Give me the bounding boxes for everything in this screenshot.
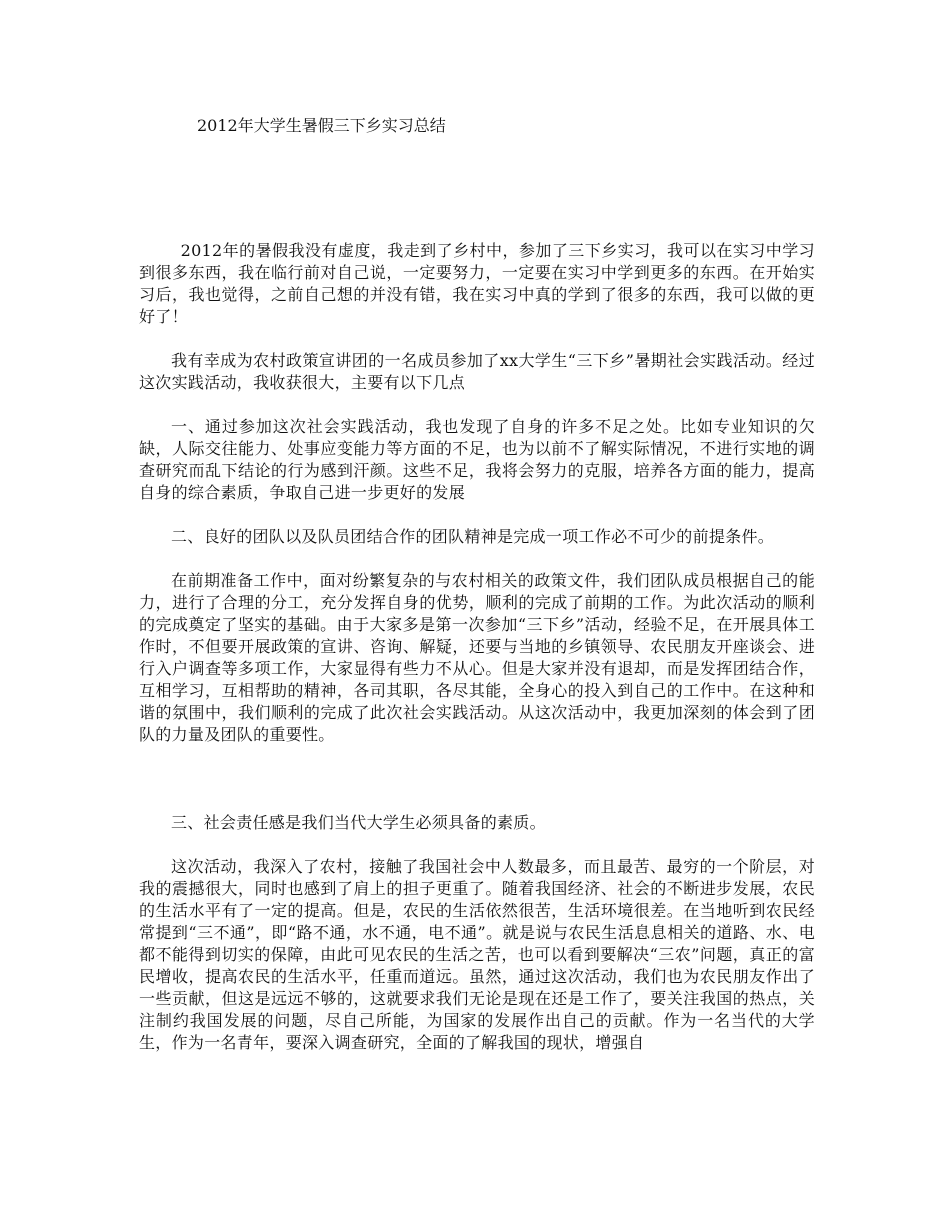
document-title: 2012年大学生暑假三下乡实习总结: [197, 116, 446, 135]
paragraph-point-two-heading: 二、良好的团队以及队员团结合作的团队精神是完成一项工作必不可少的前提条件。: [171, 527, 775, 546]
paragraph-intro: 2012年的暑假我没有虚度，我走到了乡村中，参加了三下乡实习，我可以在实习中学习到很多东西，我在临行前对自己说，一定要努力，一定要在实习中学到更多的东西。在开始实习后，我也觉得，之前自己想的并没有错，我在实习中真的学到了很多的东西，我可以做的更好了！: [139, 241, 815, 326]
paragraph-teamwork: 在前期准备工作中，面对纷繁复杂的与农村相关的政策文件，我们团队成员根据自己的能力，进行了合理的分工，充分发挥自身的优势，顺利的完成了前期的工作。为此次活动的顺利的完成奠定了坚实的基础。由于大家多是第一次参加“三下乡”活动，经验不足，在开展具体工作时，不但要开展政策的宣讲、咨询、解疑，还要与当地的乡镇领导、农民朋友开座谈会、进行入户调查等多项工作，大家显得有些力不从心。但是大家并没有退却，而是发挥团结合作，互相学习，互相帮助的精神，各司其职，各尽其能，全身心的投入到自己的工作中。在这种和谐的氛围中，我们顺利的完成了此次社会实践活动。从这次活动中，我更加深刻的体会到了团队的力量及团队的重要性。: [139, 571, 815, 744]
document-body: [139, 240, 815, 1054]
paragraph-responsibility: 这次活动，我深入了农村，接触了我国社会中人数最多，而且最苦、最穷的一个阶层，对我的震撼很大，同时也感到了肩上的担子更重了。随着我国经济、社会的不断进步发展，农民的生活水平有了一定的提高。但是，农民的生活依然很苦，生活环境很差。在当地听到农民经常提到“三不通”，即“路不通，水不通，电不通”。就是说与农民生活息息相关的道路、水、电都不能得到切实的保障，由此可见农民的生活之苦，也可以看到要解决“三农”问题，真正的富民增收，提高农民的生活水平，任重而道远。虽然，通过这次活动，我们也为农民朋友作出了一些贡献，但这是远远不够的，这就要求我们无论是现在还是工作了，要关注我国的热点，关注制约我国发展的问题，尽自己所能，为国家的发展作出自己的贡献。作为一名当代的大学生，作为一名青年，要深入调查研究，全面的了解我国的现状，增强自: [139, 857, 815, 1052]
paragraph-membership: 我有幸成为农村政策宣讲团的一名成员参加了xx大学生“三下乡”暑期社会实践活动。经过这次实践活动，我收获很大，主要有以下几点: [139, 351, 815, 392]
paragraph-point-three-heading: 三、社会责任感是我们当代大学生必须具备的素质。: [171, 813, 546, 832]
paragraph-point-one: 一、通过参加这次社会实践活动，我也发现了自身的许多不足之处。比如专业知识的欠缺，人际交往能力、处事应变能力等方面的不足，也为以前不了解实际情况，不进行实地的调查研究而乱下结论的行为感到汗颜。这些不足，我将会努力的克服，培养各方面的能力，提高自身的综合素质，争取自己进一步更好的发展: [139, 417, 815, 502]
